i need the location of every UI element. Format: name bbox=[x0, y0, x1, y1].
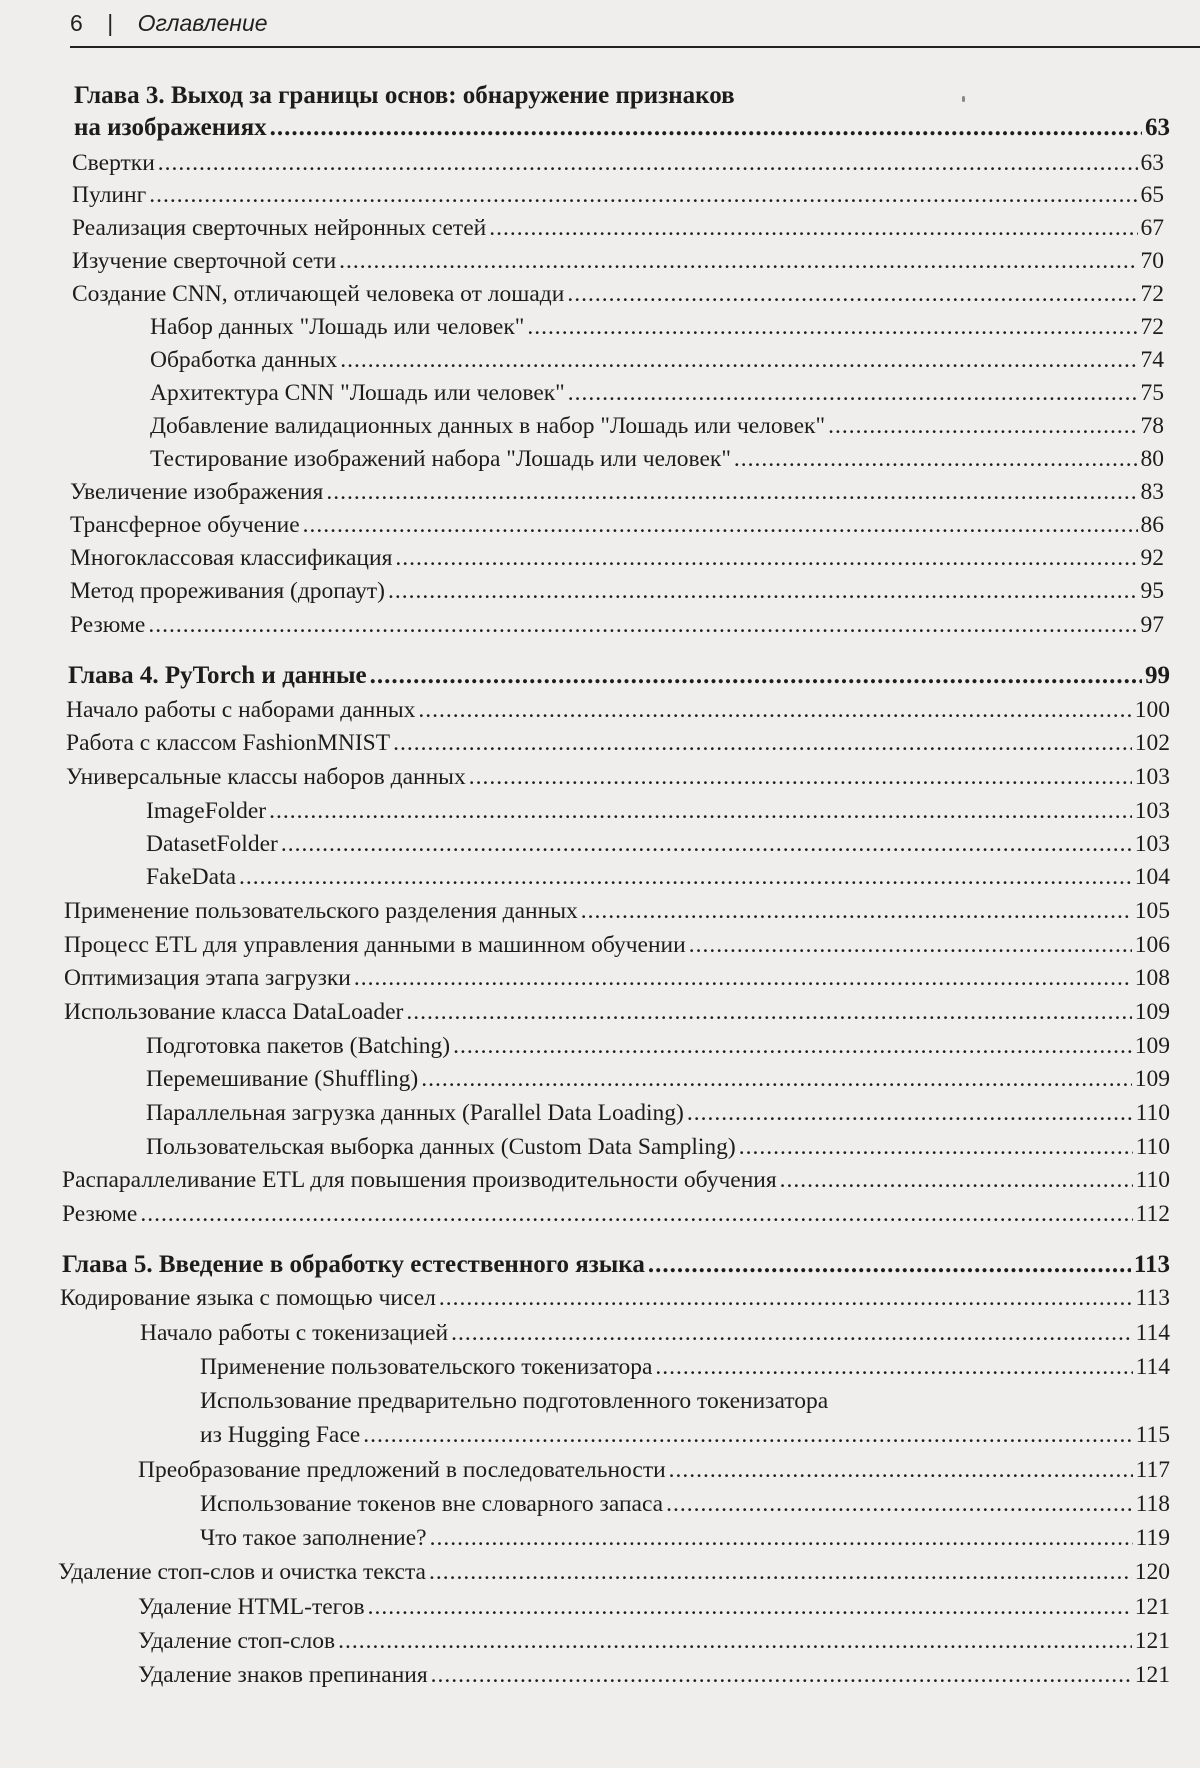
toc-entry bbox=[64, 932, 1170, 966]
toc-label: Изучение сверточной сети bbox=[72, 248, 337, 274]
chapter-5-heading bbox=[62, 1251, 1170, 1285]
leader-dots bbox=[388, 578, 1138, 605]
leader-dots bbox=[734, 446, 1138, 473]
leader-dots bbox=[567, 281, 1137, 308]
toc-entry bbox=[70, 612, 1164, 646]
toc-label: Преобразование предложений в последовательности bbox=[138, 1457, 666, 1483]
toc-entry bbox=[70, 479, 1164, 513]
toc-label: Пулинг bbox=[72, 182, 147, 208]
leader-dots bbox=[568, 380, 1138, 407]
toc-label: Применение пользовательского токенизатора bbox=[200, 1354, 653, 1380]
leader-dots bbox=[439, 1285, 1133, 1312]
toc-entry bbox=[140, 1320, 1170, 1354]
toc-entry bbox=[72, 248, 1164, 282]
toc-label: Создание CNN, отличающей человека от лошади bbox=[72, 281, 565, 307]
toc-page: 104 bbox=[1134, 864, 1170, 890]
toc-label: FakeData bbox=[146, 864, 237, 890]
leader-dots bbox=[666, 1491, 1132, 1518]
toc-entry bbox=[200, 1422, 1170, 1456]
toc-label: Работа с классом FashionMNIST bbox=[66, 730, 391, 756]
leader-dots bbox=[689, 932, 1132, 959]
leader-dots bbox=[451, 1320, 1133, 1347]
toc-label: Параллельная загрузка данных (Parallel Data Loading) bbox=[146, 1100, 684, 1126]
toc-page: 114 bbox=[1135, 1320, 1170, 1346]
toc-page: 109 bbox=[1134, 999, 1170, 1025]
leader-dots bbox=[140, 1201, 1132, 1228]
toc-label: Многоклассовая классификация bbox=[70, 545, 393, 571]
leader-dots bbox=[270, 114, 1142, 142]
page-number: 6 bbox=[70, 10, 83, 36]
toc-page: 108 bbox=[1134, 965, 1170, 991]
toc-page: 121 bbox=[1134, 1628, 1170, 1654]
leader-dots bbox=[370, 662, 1142, 690]
toc-label: Удаление стоп-слов и очистка текста bbox=[58, 1559, 426, 1585]
toc-page: 74 bbox=[1140, 347, 1164, 373]
leader-dots bbox=[421, 1066, 1132, 1093]
leader-dots bbox=[418, 697, 1131, 724]
header-title: Оглавление bbox=[137, 10, 268, 36]
toc-entry bbox=[64, 898, 1170, 932]
toc-entry bbox=[146, 1134, 1170, 1168]
toc-page: 67 bbox=[1140, 215, 1164, 241]
toc-page: 78 bbox=[1140, 413, 1164, 439]
toc-entry bbox=[70, 512, 1164, 546]
toc-page: 106 bbox=[1134, 932, 1170, 958]
toc-page: 112 bbox=[1135, 1201, 1170, 1227]
running-header bbox=[70, 10, 1200, 48]
toc-entry bbox=[146, 1066, 1170, 1100]
toc-page: 100 bbox=[1134, 697, 1170, 723]
toc-entry bbox=[138, 1457, 1170, 1491]
toc-label: Набор данных "Лошадь или человек" bbox=[150, 314, 525, 340]
leader-dots bbox=[326, 479, 1137, 506]
toc-label: Использование предварительно подготовленного токенизатора bbox=[200, 1388, 829, 1414]
toc-label: ImageFolder bbox=[146, 798, 267, 824]
toc-label: Тестирование изображений набора "Лошадь или человек" bbox=[150, 446, 731, 472]
toc-page: 70 bbox=[1140, 248, 1164, 274]
toc-entry bbox=[72, 281, 1164, 315]
toc-label: Увеличение изображения bbox=[70, 479, 324, 505]
toc-label: Глава 5. Введение в обработку естественного языка bbox=[62, 1251, 645, 1278]
toc-page: 97 bbox=[1140, 612, 1164, 638]
toc-page: 65 bbox=[1140, 182, 1164, 208]
toc-entry bbox=[62, 1167, 1170, 1201]
toc-page: 99 bbox=[1145, 662, 1170, 689]
toc-page: 103 bbox=[1134, 831, 1170, 857]
toc-entry bbox=[64, 965, 1170, 999]
leader-dots bbox=[581, 898, 1132, 925]
toc-entry bbox=[146, 831, 1170, 865]
toc-page: 113 bbox=[1135, 1285, 1170, 1311]
toc-page: 114 bbox=[1135, 1354, 1170, 1380]
leader-dots bbox=[406, 999, 1131, 1026]
toc-page: 63 bbox=[1145, 114, 1170, 141]
leader-dots bbox=[339, 248, 1137, 275]
toc-label: Что такое заполнение? bbox=[200, 1525, 427, 1551]
toc-page: 119 bbox=[1135, 1525, 1170, 1551]
toc-label: Подготовка пакетов (Batching) bbox=[146, 1033, 451, 1059]
toc-label: Начало работы с наборами данных bbox=[66, 697, 416, 723]
toc-label: DatasetFolder bbox=[146, 831, 278, 857]
leader-dots bbox=[453, 1033, 1132, 1060]
toc-entry-continued bbox=[200, 1388, 828, 1422]
leader-dots bbox=[431, 1662, 1132, 1689]
toc-page: 110 bbox=[1135, 1134, 1170, 1160]
leader-dots bbox=[395, 545, 1137, 572]
toc-entry bbox=[138, 1628, 1170, 1662]
leader-dots bbox=[363, 1422, 1132, 1449]
toc-page: 92 bbox=[1140, 545, 1164, 571]
leader-dots bbox=[393, 730, 1132, 757]
toc-entry bbox=[62, 1201, 1170, 1235]
leader-dots bbox=[489, 215, 1137, 242]
leader-dots bbox=[148, 612, 1137, 639]
toc-label: Трансферное обучение bbox=[70, 512, 300, 538]
leader-dots bbox=[354, 965, 1132, 992]
toc-entry bbox=[150, 314, 1164, 348]
toc-entry bbox=[200, 1491, 1170, 1525]
toc-label: Метод прореживания (дропаут) bbox=[70, 578, 385, 604]
toc-entry bbox=[72, 215, 1164, 249]
leader-dots bbox=[269, 798, 1132, 825]
toc-entry bbox=[150, 446, 1164, 480]
toc-entry bbox=[200, 1354, 1170, 1388]
toc-entry bbox=[72, 182, 1164, 216]
toc-entry bbox=[70, 545, 1164, 579]
toc-label: Свертки bbox=[72, 150, 155, 176]
leader-dots bbox=[648, 1251, 1131, 1279]
toc-label: Удаление знаков препинания bbox=[138, 1662, 428, 1688]
leader-dots bbox=[368, 1594, 1132, 1621]
toc-label: Удаление стоп-слов bbox=[138, 1628, 336, 1654]
toc-page: 80 bbox=[1140, 446, 1164, 472]
toc-label: Удаление HTML-тегов bbox=[138, 1594, 365, 1620]
leader-dots bbox=[655, 1354, 1132, 1381]
toc-page: 105 bbox=[1134, 898, 1170, 924]
toc-entry bbox=[146, 798, 1170, 832]
toc-page: 118 bbox=[1135, 1491, 1170, 1517]
chapter-3-heading bbox=[74, 114, 1170, 148]
toc-page: 63 bbox=[1140, 150, 1164, 176]
leader-dots bbox=[239, 864, 1132, 891]
toc-page: 83 bbox=[1140, 479, 1164, 505]
toc-entry bbox=[150, 413, 1164, 447]
leader-dots bbox=[303, 512, 1138, 539]
toc-entry bbox=[146, 864, 1170, 898]
toc-label: Кодирование языка с помощью чисел bbox=[60, 1285, 436, 1311]
toc-page: 109 bbox=[1134, 1033, 1170, 1059]
leader-dots bbox=[149, 182, 1137, 209]
toc-entry bbox=[150, 380, 1164, 414]
toc-entry bbox=[138, 1662, 1170, 1696]
toc-page: 86 bbox=[1140, 512, 1164, 538]
toc-page: 121 bbox=[1134, 1594, 1170, 1620]
toc-label: из Hugging Face bbox=[200, 1422, 361, 1448]
toc-label: на изображениях bbox=[74, 114, 267, 141]
leader-dots bbox=[340, 347, 1137, 374]
toc-label: Универсальные классы наборов данных bbox=[66, 764, 466, 790]
toc-label: Резюме bbox=[70, 612, 146, 638]
toc-page: 103 bbox=[1134, 798, 1170, 824]
leader-dots bbox=[828, 413, 1137, 440]
leader-dots bbox=[527, 314, 1137, 341]
toc-page: 113 bbox=[1133, 1251, 1170, 1278]
toc-entry bbox=[58, 1559, 1170, 1593]
toc-label: Архитектура CNN "Лошадь или человек" bbox=[150, 380, 565, 406]
toc-page: 120 bbox=[1134, 1559, 1170, 1585]
leader-dots bbox=[739, 1134, 1133, 1161]
toc-entry bbox=[200, 1525, 1170, 1559]
leader-dots bbox=[687, 1100, 1133, 1127]
toc-page: 115 bbox=[1135, 1422, 1170, 1448]
toc-page: 117 bbox=[1135, 1457, 1170, 1483]
toc-page: 95 bbox=[1140, 578, 1164, 604]
toc-page: 72 bbox=[1140, 314, 1164, 340]
toc-page: 72 bbox=[1140, 281, 1164, 307]
toc-label: Резюме bbox=[62, 1201, 138, 1227]
toc-label: Применение пользовательского разделения данных bbox=[64, 898, 578, 924]
leader-dots bbox=[430, 1525, 1133, 1552]
toc-entry bbox=[146, 1033, 1170, 1067]
header-separator: | bbox=[107, 10, 114, 36]
leader-dots bbox=[469, 764, 1132, 791]
toc-label: Пользовательская выборка данных (Custom Data Sampling) bbox=[146, 1134, 736, 1160]
toc-entry bbox=[66, 697, 1170, 731]
leader-dots bbox=[158, 150, 1138, 177]
toc-entry bbox=[138, 1594, 1170, 1628]
toc-label: Добавление валидационных данных в набор "Лошадь или человек" bbox=[150, 413, 826, 439]
toc-label: Использование токенов вне словарного запаса bbox=[200, 1491, 664, 1517]
toc-page: 110 bbox=[1135, 1167, 1170, 1193]
toc-entry bbox=[66, 764, 1170, 798]
toc-label: Начало работы с токенизацией bbox=[140, 1320, 449, 1346]
toc-label: Реализация сверточных нейронных сетей bbox=[72, 215, 487, 241]
toc-page: 109 bbox=[1134, 1066, 1170, 1092]
toc-entry bbox=[60, 1285, 1170, 1319]
print-speck bbox=[962, 96, 965, 102]
toc-page: 103 bbox=[1134, 764, 1170, 790]
toc-entry bbox=[66, 730, 1170, 764]
toc-label: Глава 4. PyTorch и данные bbox=[68, 662, 367, 689]
toc-entry bbox=[150, 347, 1164, 381]
toc-entry bbox=[70, 578, 1164, 612]
toc-label: Распараллеливание ETL для повышения производительности обучения bbox=[62, 1167, 777, 1193]
toc-page: 121 bbox=[1134, 1662, 1170, 1688]
toc-page: 110 bbox=[1135, 1100, 1170, 1126]
toc-page: 102 bbox=[1134, 730, 1170, 756]
leader-dots bbox=[429, 1559, 1132, 1586]
toc-label: Оптимизация этапа загрузки bbox=[64, 965, 351, 991]
toc-page: 75 bbox=[1140, 380, 1164, 406]
toc-entry bbox=[72, 150, 1164, 184]
leader-dots bbox=[338, 1628, 1132, 1655]
toc-label: Обработка данных bbox=[150, 347, 338, 373]
chapter-4-heading bbox=[68, 662, 1170, 696]
leader-dots bbox=[780, 1167, 1133, 1194]
leader-dots bbox=[669, 1457, 1133, 1484]
toc-label: Использование класса DataLoader bbox=[64, 999, 404, 1025]
toc-entry bbox=[146, 1100, 1170, 1134]
leader-dots bbox=[281, 831, 1132, 858]
chapter-3-title-line1: Глава 3. Выход за границы основ: обнаружение признаков bbox=[74, 82, 735, 109]
toc-label: Процесс ETL для управления данными в машинном обучении bbox=[64, 932, 686, 958]
toc-entry bbox=[64, 999, 1170, 1033]
toc-label: Перемешивание (Shuffling) bbox=[146, 1066, 419, 1092]
